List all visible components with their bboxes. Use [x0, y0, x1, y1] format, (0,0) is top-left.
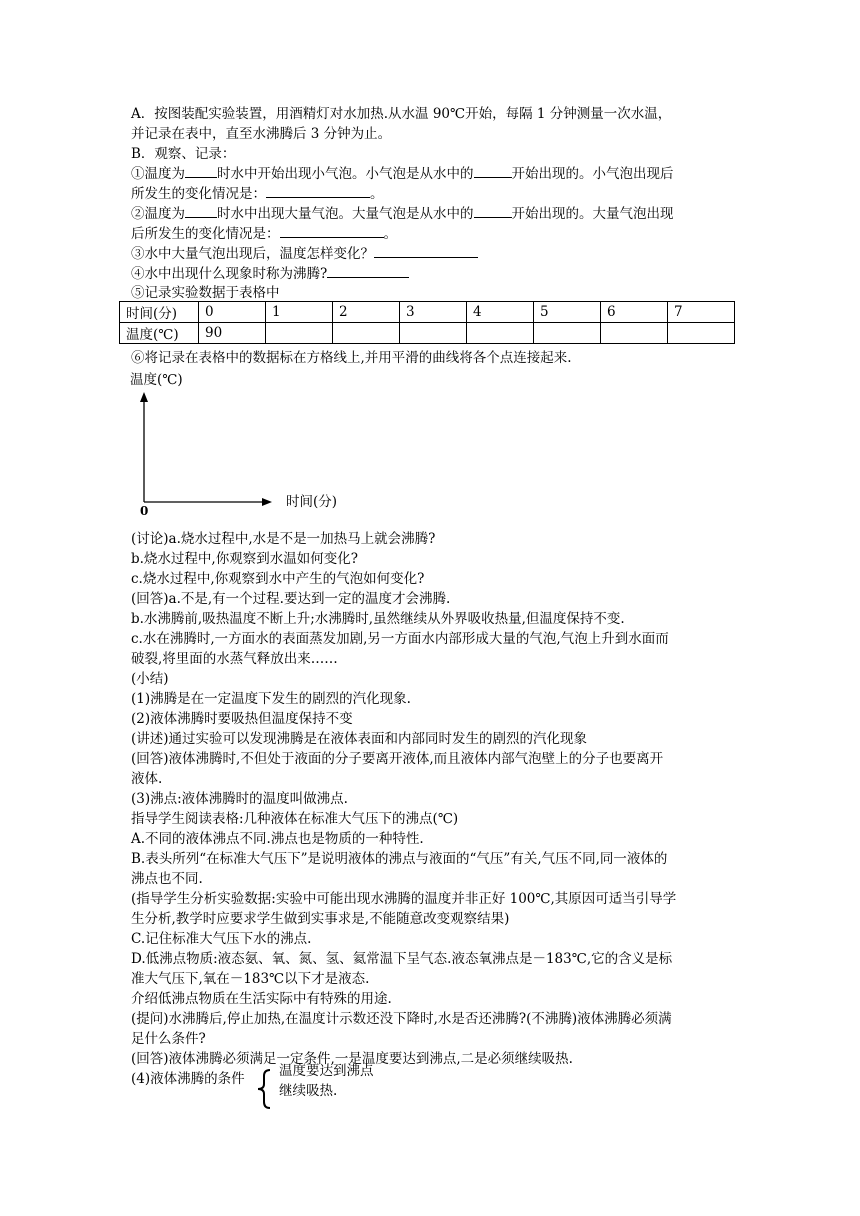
intro-low-boiling: 介绍低沸点物质在生活实际中有特殊的用途. [131, 991, 392, 1007]
summary-3: (3)沸点:液体沸腾时的温度叫做沸点. [131, 791, 348, 807]
question-2-middle: 时水中出现大量气泡。大量气泡是从水中的 [217, 206, 474, 222]
origin-label: 0 [140, 504, 149, 518]
table-cell[interactable] [534, 323, 601, 344]
answer-blank[interactable] [266, 184, 370, 198]
table-cell: 90 [199, 323, 266, 344]
question-4 [131, 264, 409, 284]
answer-blank[interactable] [374, 244, 478, 258]
question-2-line1 [131, 204, 674, 224]
table-cell[interactable] [601, 323, 668, 344]
answer-conditions: (回答)液体沸腾必须满足一定条件,一是温度要达到沸点,二是必须继续吸热. [131, 1051, 573, 1067]
question-3-text: ③水中大量气泡出现后，温度怎样变化？ [131, 246, 374, 262]
answer-blank[interactable] [474, 164, 512, 178]
answer-b: b.水沸腾前,吸热温度不断上升;水沸腾时,虽然继续从外界吸收热量,但温度保持不变. [131, 611, 625, 627]
question-1-line2 [131, 184, 384, 204]
question-2-suffix: 开始出现的。大量气泡出现 [511, 206, 674, 222]
table-row-label: 温度(℃) [120, 323, 199, 344]
table-row-temperature [120, 323, 735, 344]
table-cell: 5 [534, 302, 601, 323]
step-a-line2: 并记录在表中，直至水沸腾后 3 分钟为止。 [131, 126, 392, 142]
table-row-label: 时间(分) [120, 302, 199, 323]
question-2b-prefix: 后所发生的变化情况是： [131, 226, 280, 242]
table-cell: 0 [199, 302, 266, 323]
question-2-prefix: ②温度为 [131, 206, 185, 222]
step-a-line1: A．按图装配实验装置，用酒精灯对水加热.从水温 90℃开始，每隔 1 分钟测量一次水温， [131, 106, 672, 122]
summary-1: (1)沸腾是在一定温度下发生的剧烈的汽化现象. [131, 691, 411, 707]
table-cell[interactable] [333, 323, 400, 344]
question-1b-suffix: 。 [370, 186, 384, 202]
y-axis-label: 温度(℃) [130, 372, 183, 388]
lecture-note: (讲述)通过实验可以发现沸腾是在液体表面和内部同时发生的剧烈的汽化现象 [131, 731, 588, 747]
point-b-line1: B.表头所列“在标准大气压下”是说明液体的沸点与液面的“气压”有关,气压不同,同一液体的 [131, 851, 668, 867]
guide-analysis-line2: 生分析,教学时应要求学生做到实事求是,不能随意改变观察结果) [131, 911, 510, 927]
question-line2: 足什么条件? [131, 1031, 206, 1047]
guide-analysis-line1: (指导学生分析实验数据:实验中可能出现水沸腾的温度并非正好 100℃,其原因可适当引导学 [131, 891, 677, 907]
question-3 [131, 244, 478, 264]
temperature-time-graph [120, 370, 360, 520]
question-line1: (提问)水沸腾后,停止加热,在温度计示数还没下降时,水是否还沸腾?(不沸腾)液体沸腾必须满 [131, 1011, 672, 1027]
conditions-heading: (4)液体沸腾的条件 [131, 1071, 245, 1087]
question-6: ⑥将记录在表格中的数据标在方格线上,并用平滑的曲线将各个点连接起来. [131, 350, 572, 366]
table-cell[interactable] [400, 323, 467, 344]
condition-1: 温度要达到沸点 [279, 1063, 374, 1079]
x-axis-arrow-icon [262, 498, 272, 506]
table-cell: 7 [668, 302, 735, 323]
question-1-line1 [131, 164, 674, 184]
question-2b-suffix: 。 [383, 226, 397, 242]
answer-blank[interactable] [327, 264, 409, 278]
discussion-c: c.烧水过程中,你观察到水中产生的气泡如何变化? [131, 571, 425, 587]
answer-blank[interactable] [185, 204, 217, 218]
y-axis-arrow-icon [140, 392, 148, 402]
answer-molecules-line2: 液体. [131, 771, 163, 787]
point-b-line2: 沸点也不同. [131, 871, 203, 887]
question-1-suffix: 开始出现的。小气泡出现后 [511, 166, 674, 182]
data-table [119, 301, 735, 344]
point-d-line1: D.低沸点物质:液态氨、氧、氮、氢、氦常温下呈气态.液态氧沸点是－183℃,它的含义是标 [131, 951, 673, 967]
answer-blank[interactable] [185, 164, 217, 178]
question-1-prefix: ①温度为 [131, 166, 185, 182]
table-cell: 4 [467, 302, 534, 323]
table-cell: 3 [400, 302, 467, 323]
point-c: C.记住标准大气压下水的沸点. [131, 931, 312, 947]
answer-c-line1: c.水在沸腾时,一方面水的表面蒸发加剧,另一方面水内部形成大量的气泡,气泡上升到水面而 [131, 631, 669, 647]
table-cell[interactable] [266, 323, 333, 344]
point-d-line2: 准大气压下,氧在－183℃以下才是液态. [131, 971, 370, 987]
table-cell: 6 [601, 302, 668, 323]
question-2-line2 [131, 224, 397, 244]
brace-icon [255, 1068, 273, 1110]
table-cell: 1 [266, 302, 333, 323]
x-axis-label: 时间(分) [286, 494, 338, 510]
question-4-text: ④水中出现什么现象时称为沸腾? [131, 266, 328, 282]
table-cell: 2 [333, 302, 400, 323]
answer-molecules-line1: (回答)液体沸腾时,不但处于液面的分子要离开液体,而且液体内部气泡壁上的分子也要离开 [131, 751, 664, 767]
discussion-a: (讨论)a.烧水过程中,水是不是一加热马上就会沸腾? [131, 531, 436, 547]
question-1b-prefix: 所发生的变化情况是： [131, 186, 266, 202]
step-b-heading: B．观察、记录： [131, 146, 236, 162]
answer-a: (回答)a.不是,有一个过程.要达到一定的温度才会沸腾. [131, 591, 451, 607]
point-a: A.不同的液体沸点不同.沸点也是物质的一种特性. [131, 831, 424, 847]
summary-2: (2)液体沸腾时要吸热但温度保持不变 [131, 711, 353, 727]
condition-2: 继续吸热. [279, 1083, 338, 1099]
answer-c-line2: 破裂,将里面的水蒸气释放出来…… [131, 651, 338, 667]
question-5: ⑤记录实验数据于表格中 [131, 285, 280, 301]
answer-blank[interactable] [474, 204, 512, 218]
table-cell[interactable] [467, 323, 534, 344]
table-cell[interactable] [668, 323, 735, 344]
guide-reading: 指导学生阅读表格:几种液体在标准大气压下的沸点(℃) [131, 811, 459, 827]
table-row-time [120, 302, 735, 323]
discussion-b: b.烧水过程中,你观察到水温如何变化? [131, 551, 358, 567]
summary-heading: (小结) [131, 671, 169, 687]
question-1-middle: 时水中开始出现小气泡。小气泡是从水中的 [217, 166, 474, 182]
answer-blank[interactable] [280, 224, 384, 238]
